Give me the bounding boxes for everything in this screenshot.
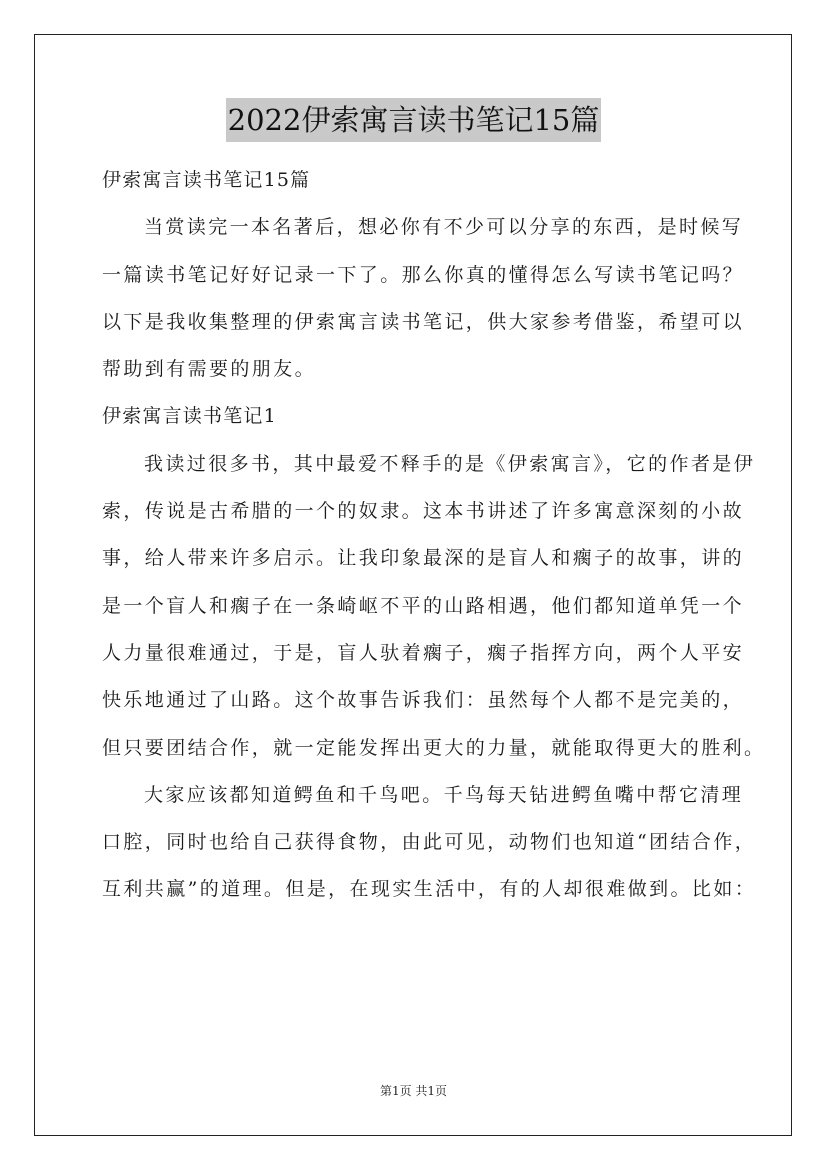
paragraph-line: 互利共赢”的道理。但是，在现实生活中，有的人却很难做到。比如：: [102, 878, 757, 901]
paragraph-line: 快乐地通过了山路。这个故事告诉我们：虽然每个人都不是完美的，: [102, 689, 745, 712]
paragraph-line: 但只要团结合作，就一定能发挥出更大的力量，就能取得更大的胜利。: [102, 736, 766, 759]
paragraph-line: 当赏读完一本名著后，想必你有不少可以分享的东西，是时候写: [144, 216, 744, 239]
paragraph-line: 我读过很多书，其中最爱不释手的是《伊索寓言》，它的作者是伊: [144, 452, 756, 475]
paragraph-line: 是一个盲人和瘸子在一条崎岖不平的山路相遇，他们都知道单凭一个: [102, 594, 745, 617]
document-body: [102, 169, 766, 927]
paragraph-line: 大家应该都知道鳄鱼和千鸟吧。千鸟每天钻进鳄鱼嘴中帮它清理: [144, 783, 744, 806]
paragraph-line: 以下是我收集整理的伊索寓言读书笔记，供大家参考借鉴，希望可以: [102, 310, 745, 333]
paragraph-line: 索，传说是古希腊的一个的奴隶。这本书讲述了许多寓意深刻的小故: [102, 500, 745, 523]
section-heading: 伊索寓言读书笔记1: [102, 405, 277, 428]
section-heading: 伊索寓言读书笔记15篇: [102, 169, 311, 191]
paragraph-line: 口腔，同时也给自己获得食物，由此可见，动物们也知道“团结合作，: [102, 831, 757, 854]
page-footer: 第1页 共1页: [379, 1084, 448, 1098]
document-title: 2022伊索寓言读书笔记15篇: [226, 98, 602, 142]
title-container: [0, 98, 827, 142]
paragraph-line: 一篇读书笔记好好记录一下了。那么你真的懂得怎么写读书笔记吗？: [102, 263, 745, 286]
paragraph-line: 帮助到有需要的朋友。: [102, 358, 317, 381]
paragraph-line: 事，给人带来许多启示。让我印象最深的是盲人和瘸子的故事，讲的: [102, 547, 745, 570]
paragraph-line: 人力量很难通过，于是，盲人驮着瘸子，瘸子指挥方向，两个人平安: [102, 641, 745, 664]
